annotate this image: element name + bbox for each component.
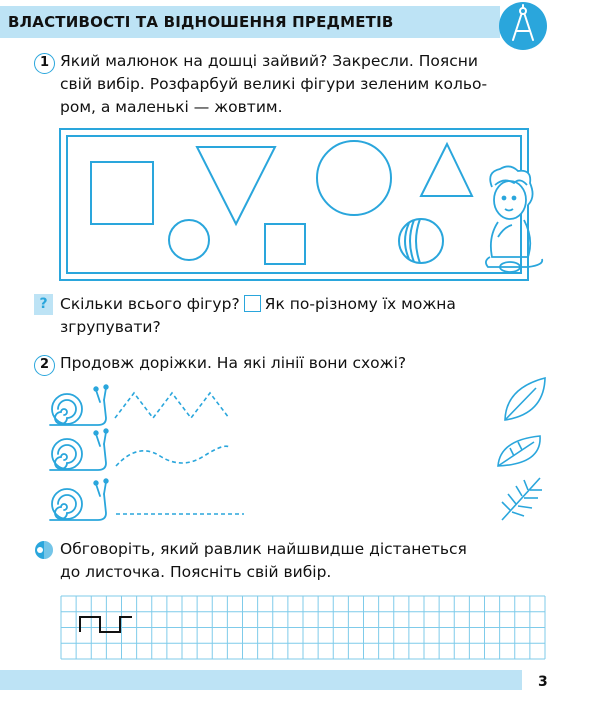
snail-1-illustration bbox=[50, 385, 108, 425]
leaf-2-icon bbox=[498, 436, 540, 466]
leaf-1-icon bbox=[505, 378, 545, 420]
question-part-count: Скільки всього фігур? bbox=[60, 295, 240, 313]
wave-path[interactable] bbox=[116, 446, 230, 466]
big-triangle-shape[interactable] bbox=[197, 147, 275, 224]
small-square-shape[interactable] bbox=[265, 224, 305, 264]
ball-shape[interactable] bbox=[399, 219, 443, 263]
small-circle-shape[interactable] bbox=[169, 220, 209, 260]
question-part-group: Як по-різному їх можна bbox=[264, 295, 456, 313]
snail-3-illustration bbox=[50, 479, 108, 520]
zigzag-path[interactable] bbox=[115, 393, 229, 418]
boy-illustration bbox=[486, 166, 542, 272]
discussion-text bbox=[60, 538, 467, 584]
drawing-grid[interactable] bbox=[61, 596, 545, 659]
discussion-icon bbox=[34, 540, 54, 560]
discussion-line-2: до листочка. Поясніть свій вибір. bbox=[60, 563, 332, 581]
discussion-line-1: Обговоріть, який равлик найшвидше дістанеться bbox=[60, 540, 467, 558]
question-text bbox=[60, 293, 456, 339]
task-1-line-1: Який малюнок на дошці зайвий? Закресли. Поясни bbox=[60, 52, 478, 70]
shapes-board bbox=[58, 127, 530, 282]
footer-band bbox=[0, 670, 522, 690]
task-number-2: 2 bbox=[34, 355, 55, 376]
small-triangle-shape[interactable] bbox=[421, 144, 472, 196]
task-number-1: 1 bbox=[34, 53, 55, 74]
big-square-shape[interactable] bbox=[91, 162, 153, 224]
question-line-2: згрупувати? bbox=[60, 318, 161, 336]
compass-icon bbox=[497, 0, 549, 52]
task-1-line-2: свій вибір. Розфарбуй великі фігури зеленим кольо- bbox=[60, 75, 488, 93]
question-badge: ? bbox=[34, 294, 53, 315]
task-1-text bbox=[60, 50, 487, 119]
answer-box[interactable] bbox=[244, 295, 261, 312]
task-1-line-3: ром, а маленькі — жовтим. bbox=[60, 98, 283, 116]
snail-2-illustration bbox=[50, 429, 108, 470]
leaf-3-icon bbox=[502, 478, 542, 520]
question-line-1 bbox=[60, 293, 456, 316]
page-title: ВЛАСТИВОСТІ ТА ВІДНОШЕННЯ ПРЕДМЕТІВ bbox=[8, 13, 394, 31]
page-number: 3 bbox=[538, 674, 548, 690]
big-circle-shape[interactable] bbox=[317, 141, 391, 215]
task-2-text: Продовж доріжки. На які лінії вони схожі? bbox=[60, 354, 407, 372]
snail-paths bbox=[40, 378, 560, 528]
